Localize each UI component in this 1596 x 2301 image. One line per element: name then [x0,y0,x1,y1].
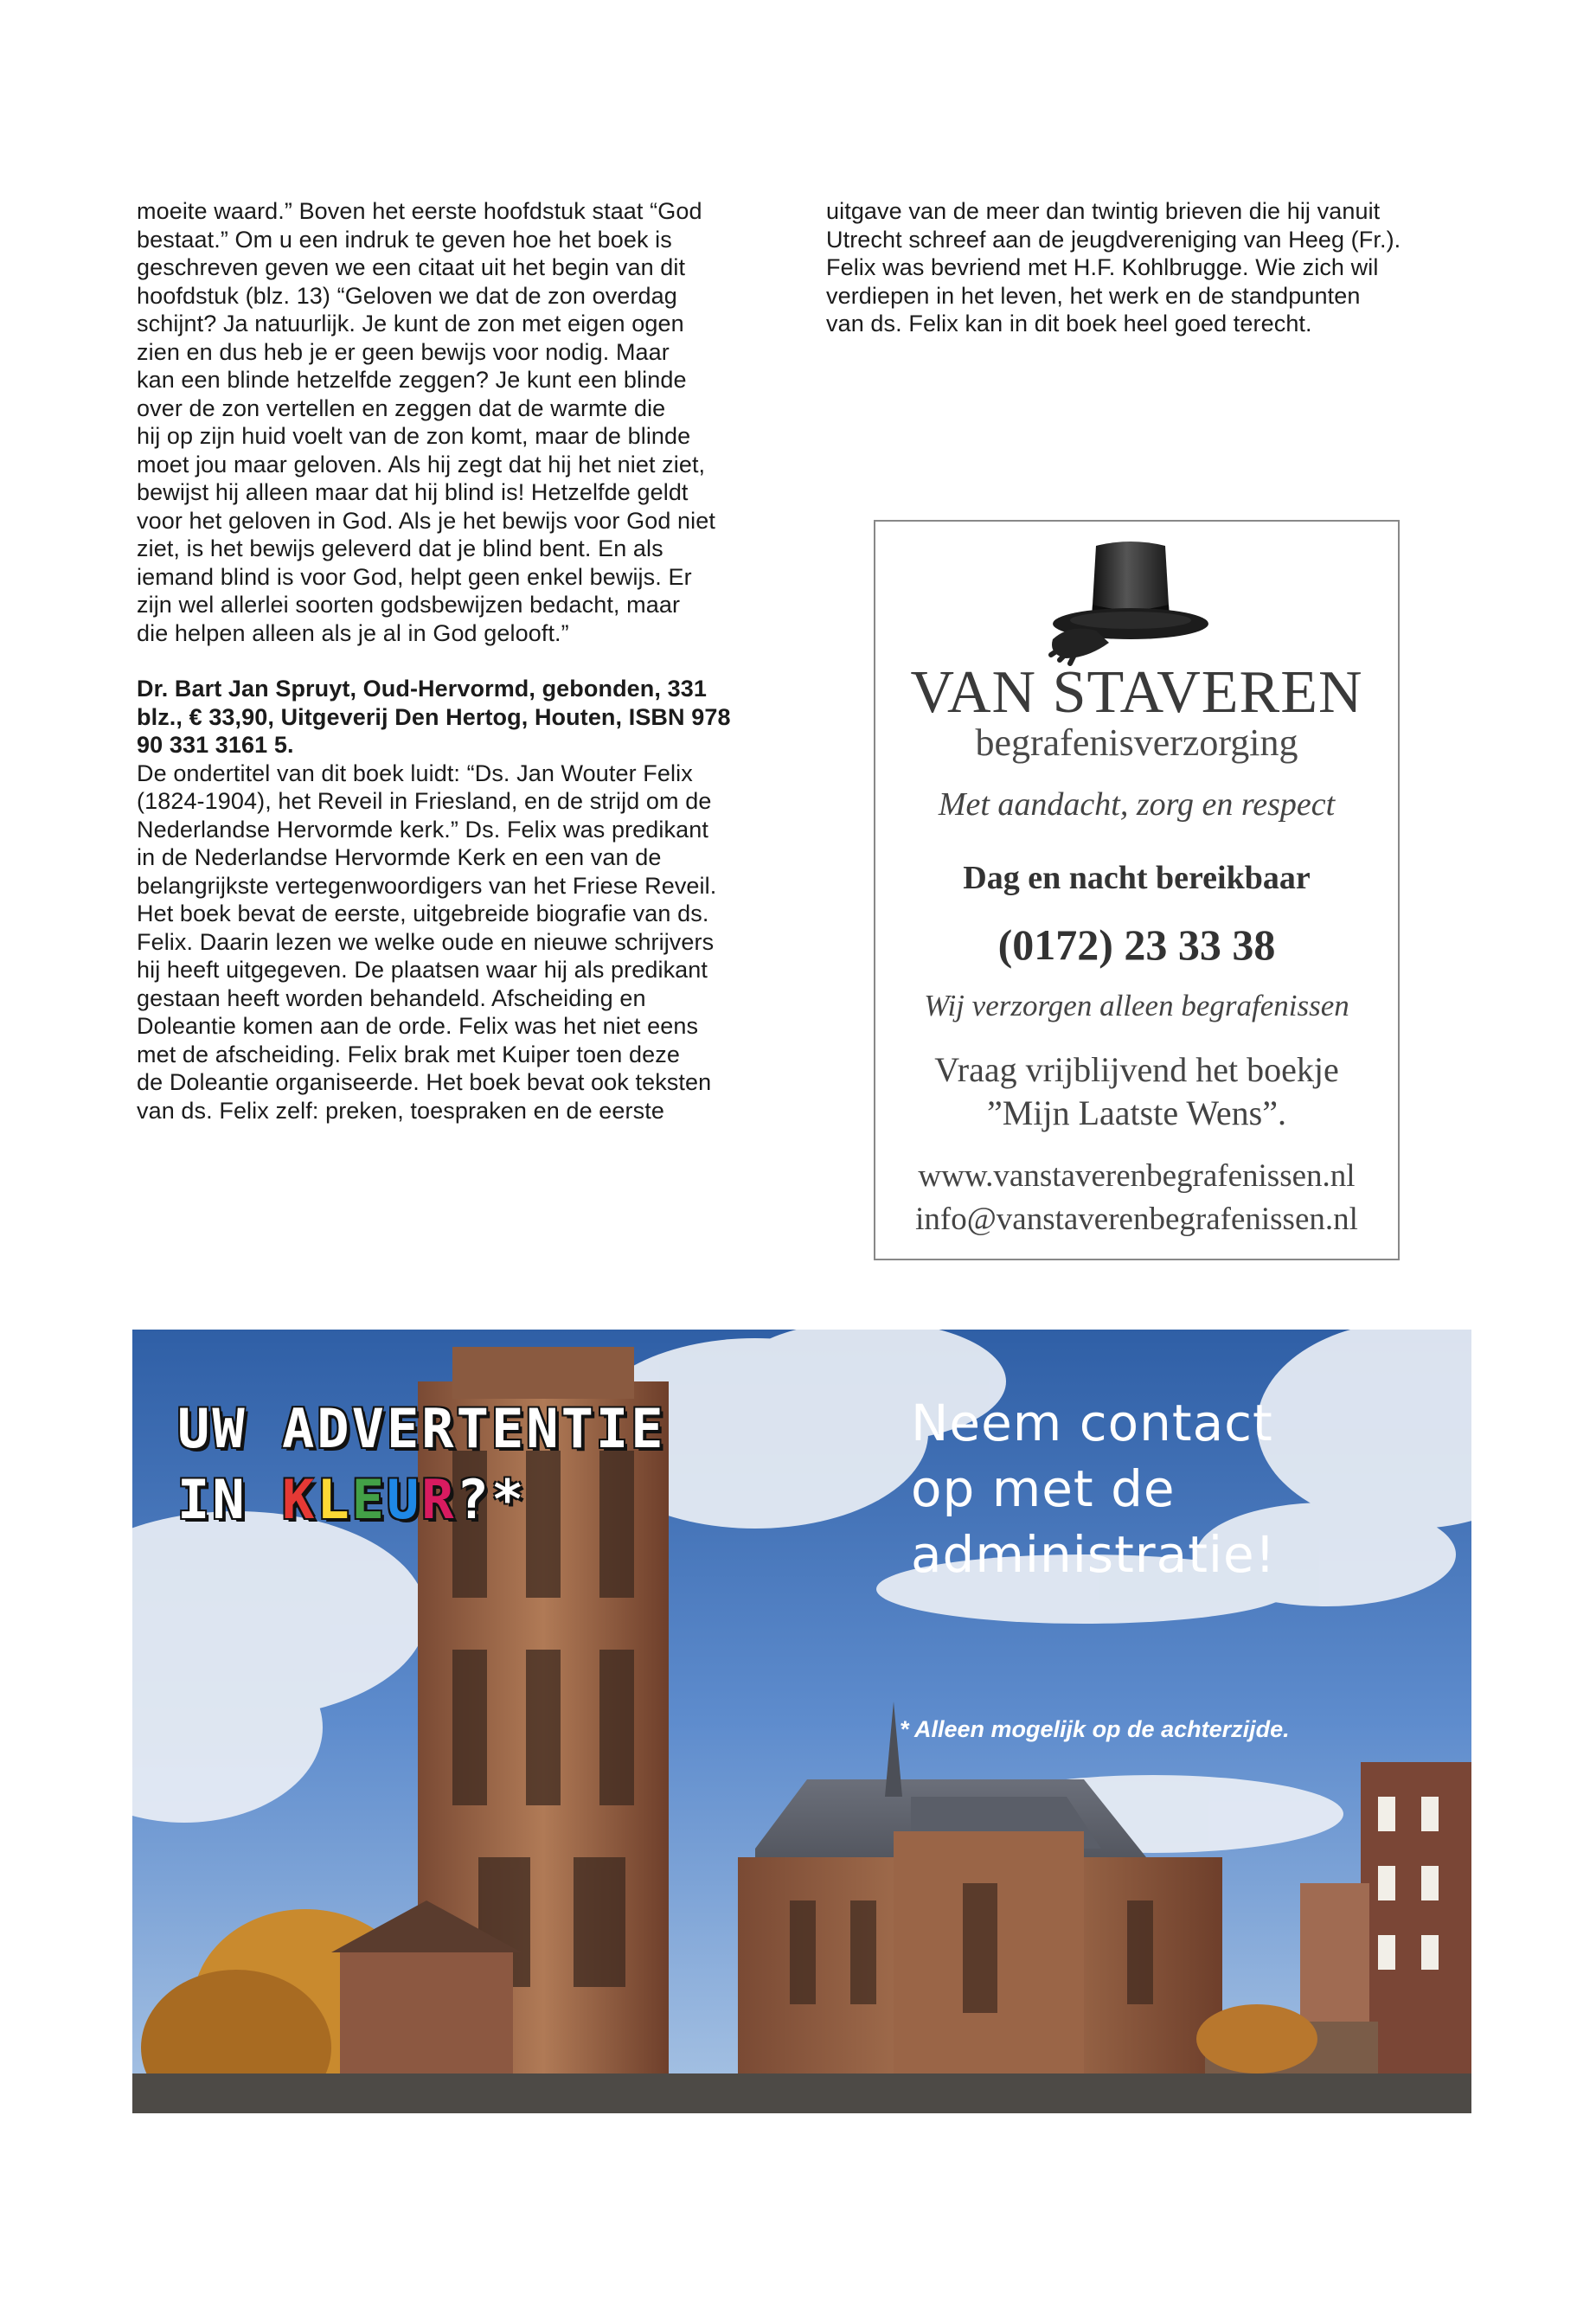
article-paragraph-quote: moeite waard.” Boven het eerste hoofdstuk staat “God bestaat.” Om u een indruk te geven hoe het boek is geschreven geven we een citaat uit het begin van dit hoofdstuk (blz. 13) “Geloven we dat de zon overdag schijnt? Ja natuurlijk. Je kunt de zon met eigen ogen zien en dus heb je er geen bewijs voor nodig. Maar kan een blinde hetzelfde zeggen? Je kunt een blinde over de zon vertellen en zeggen dat de warmte die hij op zijn huid voelt van de zon komt, maar de blinde moet jou maar geloven. Als hij zegt dat hij het niet ziet, bewijst hij alleen maar dat hij blind is! Hetzelfde geldt voor het geloven in God. Als je het bewijs voor God niet ziet, is het bewijs geleverd dat je blind bent. En als iemand blind is voor God, helpt geen enkel bewijs. Er zijn wel allerlei soorten godsbewijzen bedacht, maar die helpen alleen als je al in God gelooft.” [137,198,715,646]
banner-headline-line1: UW ADVERTENTIE [177,1397,666,1460]
van-staveren-advertisement [874,520,1400,1260]
ad-availability: Dag en nacht bereikbaar [963,860,1311,896]
right-column [826,197,1466,338]
ad-only-funerals: Wij verzorgen alleen begrafenissen [924,989,1349,1022]
kleur-letter-k: K [281,1468,317,1531]
colour-advert-banner [132,1330,1471,2113]
banner-contact-text: Neem contact op met de administratie! [911,1394,1276,1584]
ad-email-link[interactable]: info@vanstaverenbegrafenissen.nl [915,1202,1358,1237]
banner-headline-suffix: ?* [456,1468,527,1531]
top-hat-gloves-icon [1035,537,1226,667]
kleur-letter-e: E [351,1468,387,1531]
ad-company-name: VAN STAVEREN [910,659,1363,726]
ad-phone-number[interactable]: (0172) 23 33 38 [997,920,1276,969]
kleur-letter-r: R [421,1468,457,1531]
kleur-letter-u: U [386,1468,422,1531]
left-column [137,197,794,1125]
ad-ask-line-1: Vraag vrijblijvend het boekje [934,1050,1339,1089]
book-info: Dr. Bart Jan Spruyt, Oud-Hervormd, gebonden, 331 blz., € 33,90, Uitgeverij Den Hertog, Houten, ISBN 978 90 331 3161 5. [137,676,731,758]
article-paragraph-continued: uitgave van de meer dan twintig brieven die hij vanuit Utrecht schreef aan de jeugdvereniging van Heeg (Fr.). Felix was bevriend met H.F. Kohlbrugge. Wie zich wil verdiepen in het leven, het werk en de standpunten van ds. Felix kan in dit boek heel goed terecht. [826,198,1401,336]
article-paragraph-felix: De ondertitel van dit boek luidt: “Ds. Jan Wouter Felix (1824-1904), het Reveil in Friesland, en de strijd om de Nederlandse Hervormde kerk.” Ds. Felix was predikant in de Nederlandse Hervormde Kerk en een van de belangrijkste vertegenwoordigers van het Friese Reveil. Het boek bevat de eerste, uitgebreide biografie van ds. Felix. Daarin lezen we welke oude en nieuwe schrijvers hij heeft uitgegeven. De plaatsen waar hij als predikant gestaan heeft worden behandeld. Afscheiding en Doleantie komen aan de orde. Felix was het niet eens met de afscheiding. Felix brak met Kuiper toen deze de Doleantie organiseerde. Het boek bevat ook teksten van ds. Felix zelf: preken, toespraken en de eerste [137,760,717,1124]
ad-company-subtitle: begrafenisverzorging [975,721,1298,764]
ad-ask-line-2: ”Mijn Laatste Wens”. [987,1093,1286,1132]
ad-website-link[interactable]: www.vanstaverenbegrafenissen.nl [918,1158,1356,1194]
banner-footnote: * Alleen mogelijk op de achterzijde. [900,1716,1290,1742]
kleur-letter-l: L [317,1468,352,1531]
ad-tagline: Met aandacht, zorg en respect [938,786,1336,823]
banner-headline-prefix: IN [177,1468,282,1531]
banner-headline-line2 [177,1468,526,1531]
